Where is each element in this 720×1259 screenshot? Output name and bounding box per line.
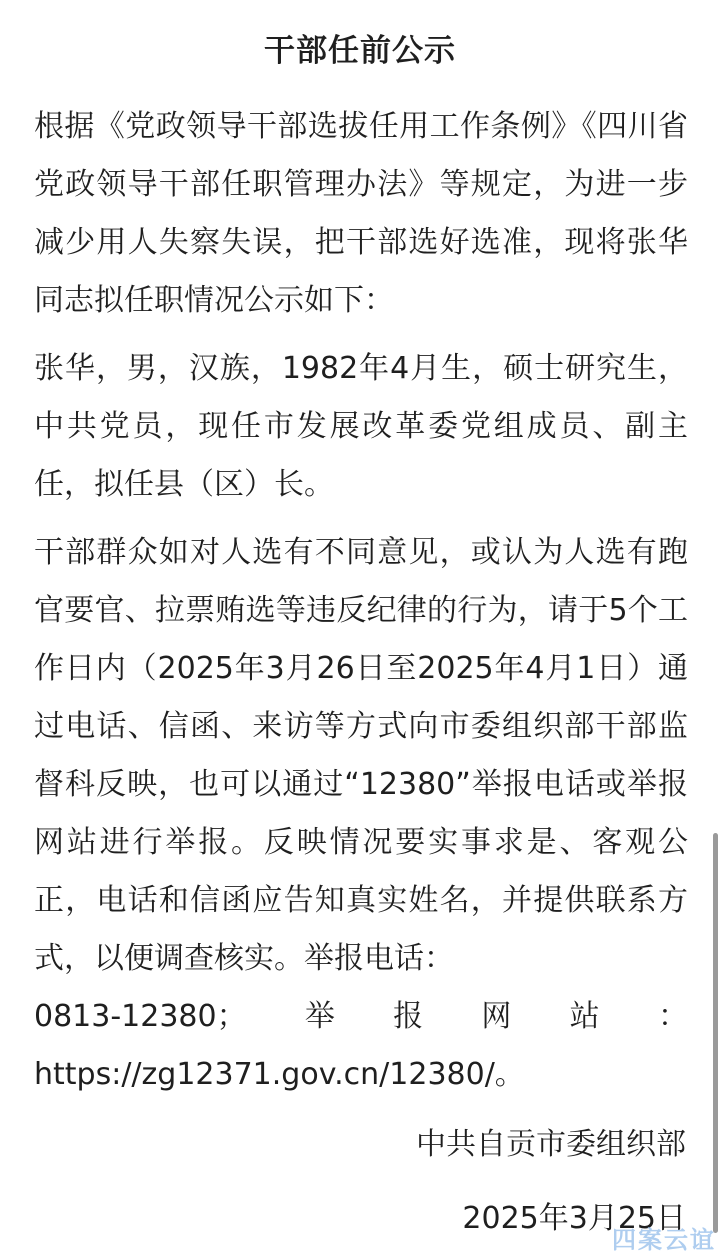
page-title: 干部任前公示 <box>264 33 456 69</box>
phone-site-line <box>34 988 688 1046</box>
site-label-char: 站 <box>569 999 600 1034</box>
paragraph-feedback <box>34 524 688 1104</box>
scrollbar[interactable] <box>713 833 718 1233</box>
report-website[interactable]: https://zg12371.gov.cn/12380/。 <box>34 1057 525 1092</box>
site-label-char: 举 <box>304 999 335 1034</box>
signature-date: 2025年3月25日 <box>462 1201 686 1236</box>
feedback-text: 干部群众如对人选有不同意见，或认为人选有跑官要官、拉票贿选等违反纪律的行为，请于5个工作日内（2025年3月26日至2025年4月1日）通过电话、信函、来访等方式向市委组织部干部监督科反映，也可以通过“12380”举报电话或举报网站进行举报。反映情况要实事求是、客观公正，电话和信函应告知真实姓名，并提供联系方式，以便调查核实。举报电话： <box>34 535 688 976</box>
site-label-char: 网 <box>481 999 512 1034</box>
site-label-char: ： <box>657 999 688 1034</box>
site-label-char: 报 <box>393 999 424 1034</box>
paragraph-regulations: 根据《党政领导干部选拔任用工作条例》《四川省党政领导干部任职管理办法》等规定，为进一步减少用人失察失误，把干部选好选准，现将张华同志拟任职情况公示如下： <box>34 109 688 318</box>
paragraph-candidate-info: 张华，男，汉族，1982年4月生，硕士研究生，中共党员，现任市发展改革委党组成员、副主任，拟任县（区）长。 <box>34 351 688 502</box>
signature-organization: 中共自贡市委组织部 <box>416 1127 686 1162</box>
report-phone: 0813-12380； <box>34 999 247 1034</box>
watermark-logo: 四案云谊 <box>612 1226 716 1254</box>
